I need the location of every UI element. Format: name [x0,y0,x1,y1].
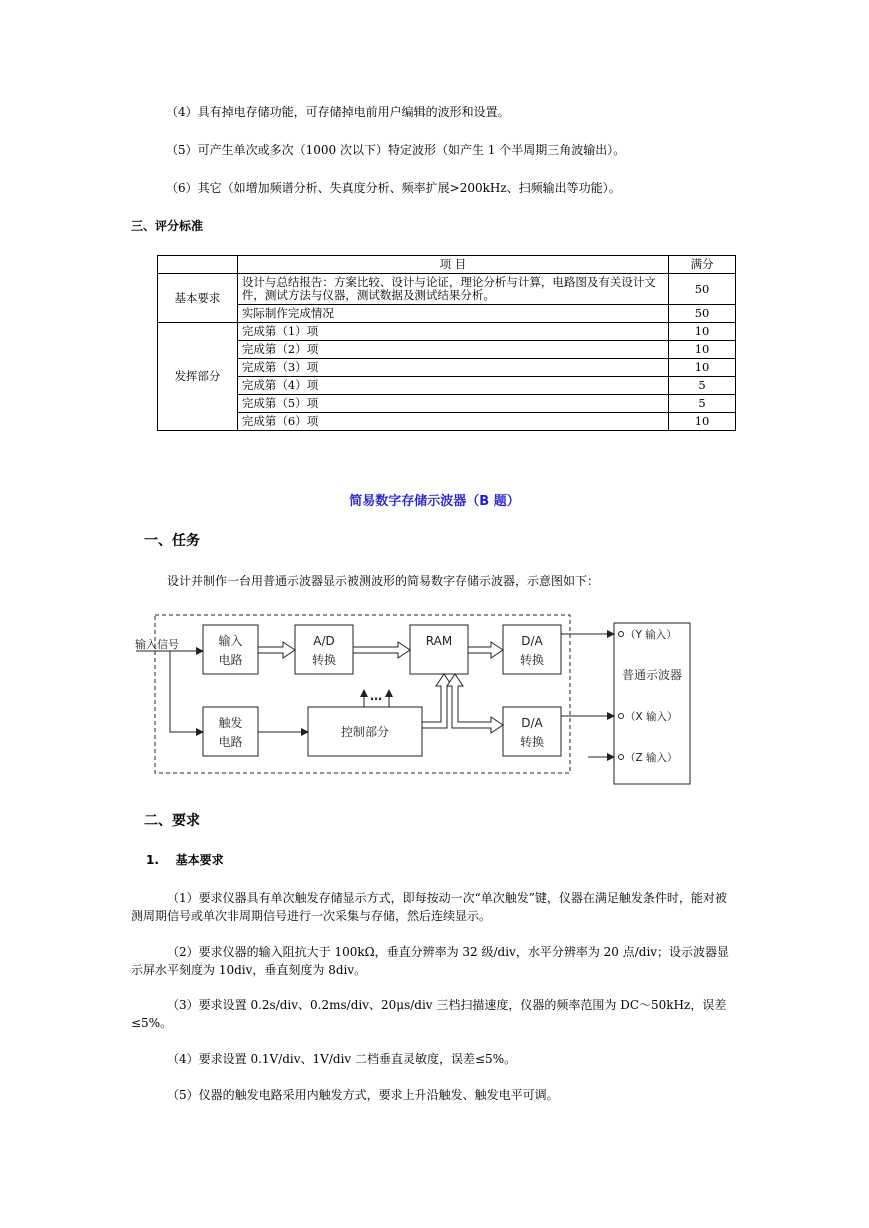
problem-title: 简易数字存储示波器（B 题） [349,494,520,509]
table-header-item: 项 目 [237,256,668,274]
arrow-ad-ram [353,642,410,658]
table-cell-item: 完成第（1）项 [237,323,668,341]
table-cell-score: 50 [669,274,736,305]
input-circuit-line2: 电路 [218,653,243,667]
ad-line2: 转换 [311,653,337,667]
input-signal-label: 输入信号 [135,638,179,651]
table-cell-item: 完成第（3）项 [237,359,668,377]
system-boundary [155,615,570,773]
table-header-score: 满分 [669,256,736,274]
trigger-line2: 电路 [218,735,243,749]
table-cell-score: 5 [669,377,736,395]
scope-input-y: （Y 输入） [625,629,677,641]
scope-input-z: （Z 输入） [625,752,678,764]
basic-req-heading: 1. 基本要求 [146,853,224,867]
table-cell-score: 50 [669,305,736,323]
requirement-4: （4）要求设置 0.1V/div、1V/div 二档垂直灵敏度，误差≤5%。 [167,1052,517,1066]
arrow-input-ad [258,642,295,658]
intro-item-4: （4）具有掉电存储功能，可存储掉电前用户编辑的波形和设置。 [166,105,510,119]
intro-item-6: （6）其它（如增加频谱分析、失真度分析、频率扩展>200kHz、扫频输出等功能）。 [166,181,621,195]
requirement-3: （3）要求设置 0.2s/div、0.2ms/div、20μs/div 三档扫描速度，仪器的频率范围为 DC～50kHz，误差≤5%。 [131,998,727,1030]
table-cell-score: 5 [669,395,736,413]
scope-label: 普通示波器 [621,668,683,682]
table-cell-score: 10 [669,341,736,359]
table-cell-item: 完成第（5）项 [237,395,668,413]
ad-line1: A/D [313,634,335,648]
scope-input-x: （X 输入） [625,711,678,723]
req-heading: 二、要求 [144,813,200,829]
control-label: 控制部分 [340,725,390,739]
da2-line1: D/A [521,716,543,730]
table-cell-score: 10 [669,323,736,341]
input-circuit-line1: 输入 [218,634,243,648]
da1-line2: 转换 [519,653,545,667]
table-cell-item: 设计与总结报告：方案比较、设计与论证，理论分析与计算，电路图及有关设计文件，测试方法与仪器，测试数据及测试结果分析。 [237,274,668,305]
table-cell-item: 完成第（2）项 [237,341,668,359]
table-cell-score: 10 [669,413,736,431]
table-cell-item: 完成第（6）项 [237,413,668,431]
basic-label: 基本要求 [158,274,238,323]
requirement-2: （2）要求仪器的输入阻抗大于 100kΩ，垂直分辨率为 32 级/div，水平分辨率为 20 点/div；设示波器显示屏水平刻度为 10div，垂直刻度为 8div。 [131,945,730,977]
da2-line2: 转换 [519,735,545,749]
table-cell-item: 完成第（4）项 [237,377,668,395]
ram-label: RAM [425,634,453,648]
requirement-5: （5）仪器的触发电路采用内触发方式，要求上升沿触发、触发电平可调。 [167,1088,559,1102]
arrow-ram-da2 [447,674,503,733]
requirement-1: （1）要求仪器具有单次触发存储显示方式，即每按动一次“单次触发”键，仪器在满足触发条件时，能对被测周期信号或单次非周期信号进行一次采集与存储，然后连续显示。 [131,891,727,923]
table-cell-item: 实际制作完成情况 [237,305,668,323]
table-cell-score: 10 [669,359,736,377]
arrow-ram-da1 [468,642,503,658]
da1-line1: D/A [521,634,543,648]
section3-heading: 三、评分标准 [131,219,204,233]
intro-item-5: （5）可产生单次或多次（1000 次以下）特定波形（如产生 1 个半周期三角波输出）。 [166,143,626,157]
ram-block [410,625,468,674]
task-heading: 一、任务 [144,533,200,549]
ellipsis-label: … [370,689,382,703]
extended-label: 发挥部分 [158,323,238,431]
arrow-control-ram [422,674,452,728]
task-text: 设计并制作一台用普通示波器显示被测波形的简易数字存储示波器，示意图如下： [167,574,600,588]
trigger-line1: 触发 [218,716,243,730]
